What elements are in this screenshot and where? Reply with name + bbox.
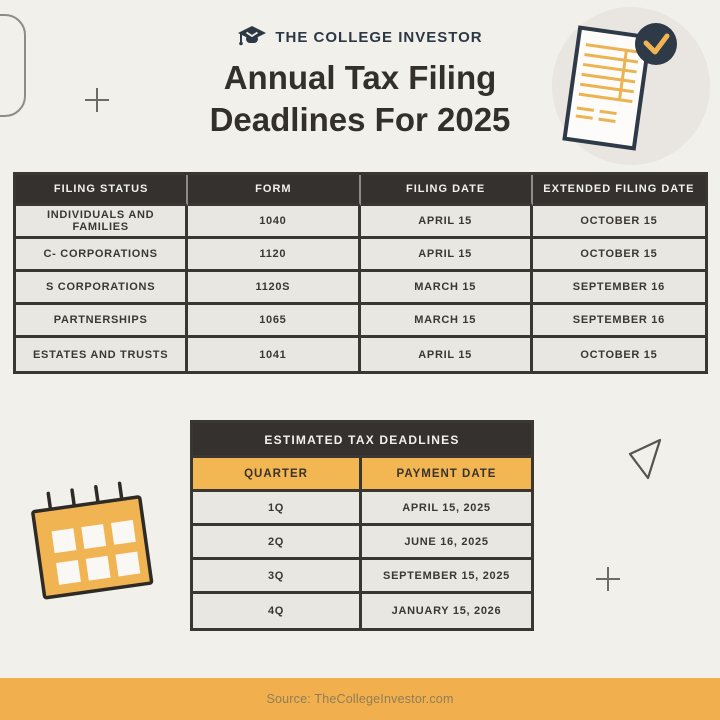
table-cell: SEPTEMBER 16 bbox=[533, 305, 705, 338]
page-title-line2: Deadlines For 2025 bbox=[209, 100, 511, 138]
table-cell: SEPTEMBER 16 bbox=[533, 272, 705, 305]
table-cell: 1040 bbox=[188, 206, 360, 239]
table-header-row bbox=[16, 175, 705, 206]
table-cell: APRIL 15 bbox=[361, 239, 533, 272]
table-row bbox=[193, 560, 531, 594]
table-cell: PARTNERSHIPS bbox=[16, 305, 188, 338]
footer-source-text: Source: TheCollegeInvestor.com bbox=[266, 692, 454, 706]
plus-icon bbox=[594, 565, 622, 593]
table-cell: C- CORPORATIONS bbox=[16, 239, 188, 272]
table-cell: APRIL 15, 2025 bbox=[362, 492, 531, 526]
table-row bbox=[193, 492, 531, 526]
table-row bbox=[16, 272, 705, 305]
column-header-filing-date: FILING DATE bbox=[361, 175, 533, 206]
table-cell: S CORPORATIONS bbox=[16, 272, 188, 305]
table-cell: 1120 bbox=[188, 239, 360, 272]
table-cell: SEPTEMBER 15, 2025 bbox=[362, 560, 531, 594]
table-header-row bbox=[193, 458, 531, 492]
table-cell: APRIL 15 bbox=[361, 206, 533, 239]
column-header-extended-filing-date: EXTENDED FILING DATE bbox=[533, 175, 705, 206]
table-cell: OCTOBER 15 bbox=[533, 239, 705, 272]
table-cell: OCTOBER 15 bbox=[533, 338, 705, 371]
table-row bbox=[16, 239, 705, 272]
table-row bbox=[16, 206, 705, 239]
brand-name: THE COLLEGE INVESTOR bbox=[275, 28, 483, 46]
estimated-tax-deadlines-table bbox=[190, 420, 534, 631]
table-row bbox=[193, 526, 531, 560]
graduation-cap-icon bbox=[237, 25, 267, 49]
table-cell: JUNE 16, 2025 bbox=[362, 526, 531, 560]
footer-source-bar bbox=[0, 678, 720, 720]
table-cell: OCTOBER 15 bbox=[533, 206, 705, 239]
table-cell: MARCH 15 bbox=[361, 305, 533, 338]
table-cell: 1Q bbox=[193, 492, 362, 526]
estimated-table-title: ESTIMATED TAX DEADLINES bbox=[193, 423, 531, 458]
table-cell: 1120S bbox=[188, 272, 360, 305]
table-cell: MARCH 15 bbox=[361, 272, 533, 305]
page-title bbox=[0, 57, 720, 140]
table-cell: JANUARY 15, 2026 bbox=[362, 594, 531, 628]
column-header-payment-date: PAYMENT DATE bbox=[362, 458, 531, 492]
table-cell: 3Q bbox=[193, 560, 362, 594]
filing-deadlines-table bbox=[13, 172, 708, 374]
table-row bbox=[193, 594, 531, 628]
triangle-icon bbox=[620, 432, 668, 484]
table-cell: 1065 bbox=[188, 305, 360, 338]
calendar-icon bbox=[14, 476, 169, 611]
table-cell: 4Q bbox=[193, 594, 362, 628]
table-cell: ESTATES AND TRUSTS bbox=[16, 338, 188, 371]
brand-logo bbox=[0, 25, 720, 49]
table-cell: INDIVIDUALS AND FAMILIES bbox=[16, 206, 188, 239]
table-cell: APRIL 15 bbox=[361, 338, 533, 371]
table-cell: 2Q bbox=[193, 526, 362, 560]
table-cell: 1041 bbox=[188, 338, 360, 371]
column-header-filing-status: FILING STATUS bbox=[16, 175, 188, 206]
column-header-quarter: QUARTER bbox=[193, 458, 362, 492]
page-title-line1: Annual Tax Filing bbox=[223, 59, 497, 96]
table-row bbox=[16, 338, 705, 371]
column-header-form: FORM bbox=[188, 175, 360, 206]
table-row bbox=[16, 305, 705, 338]
